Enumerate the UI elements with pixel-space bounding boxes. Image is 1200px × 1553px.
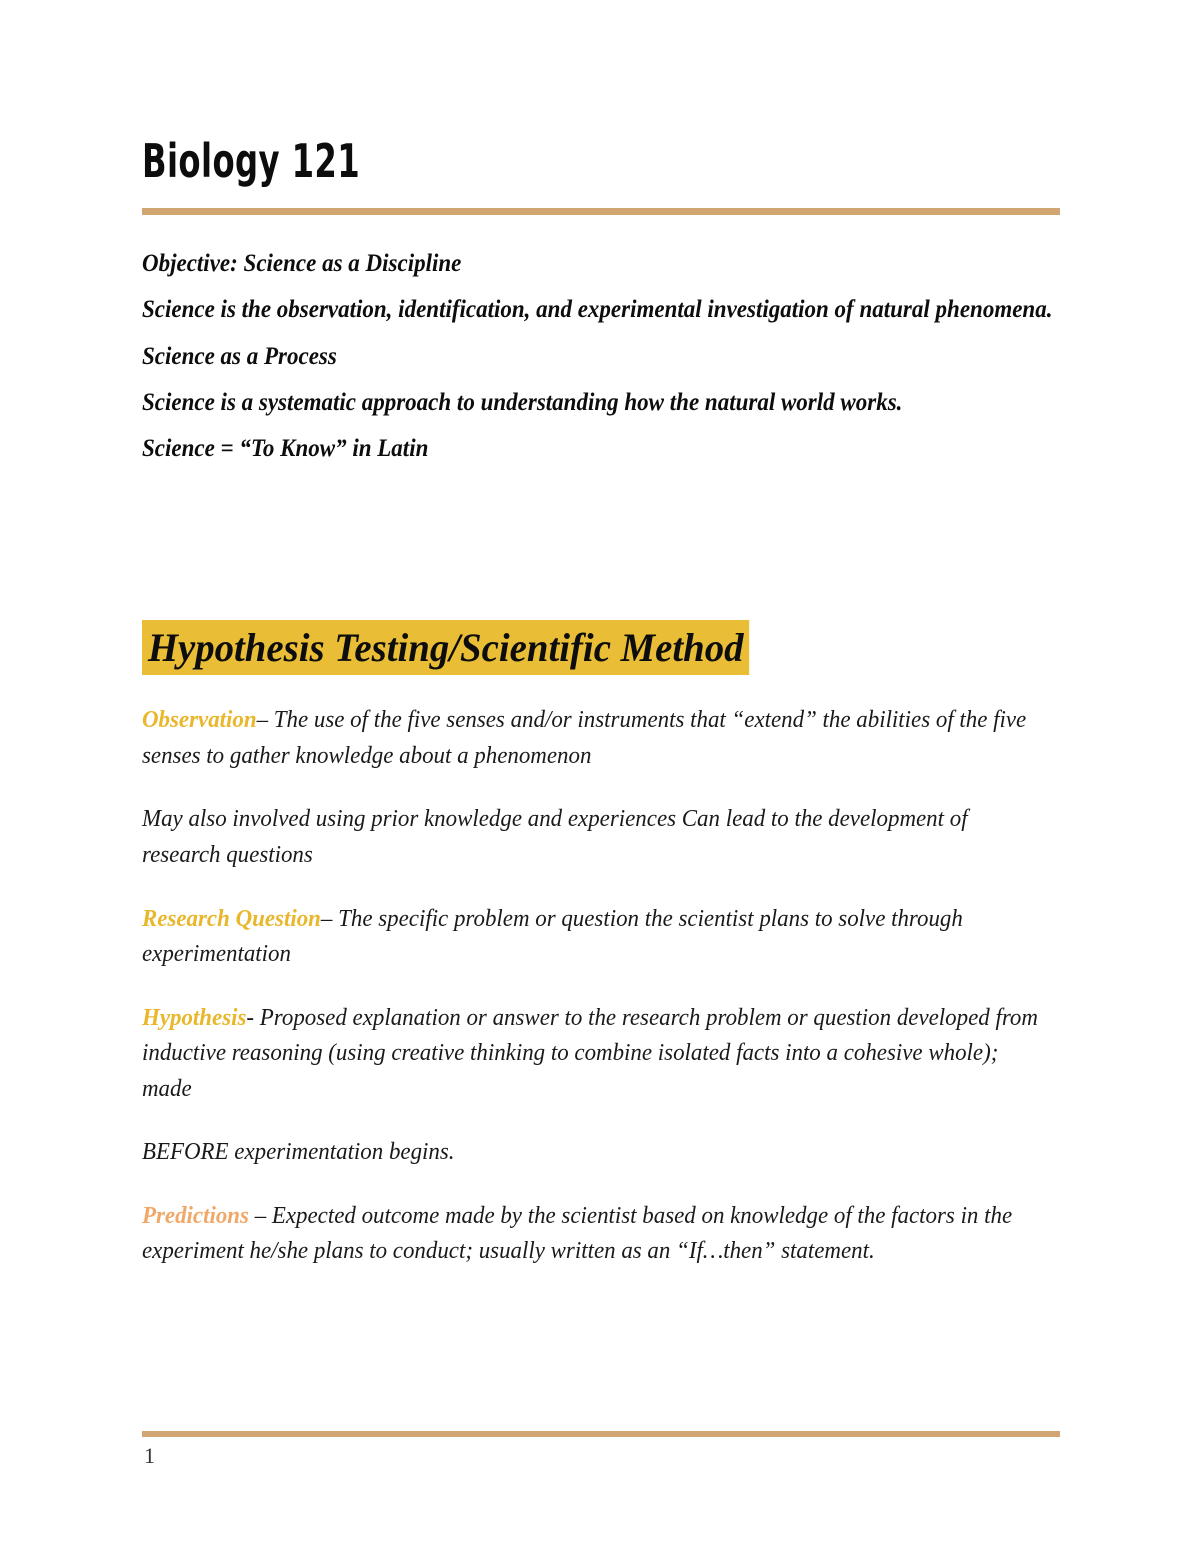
- term-paragraph: [142, 1135, 1047, 1171]
- term-body: May also involved using prior knowledge and experiences Can lead to the development of research questions: [142, 806, 968, 868]
- footer-divider: [142, 1431, 1060, 1437]
- intro-block: [142, 241, 1062, 472]
- page-number: 1: [144, 1443, 155, 1468]
- term-separator: –: [320, 905, 339, 932]
- term-paragraph: [142, 902, 1047, 973]
- term-label: Hypothesis: [142, 1004, 247, 1031]
- term-separator: –: [256, 707, 274, 734]
- page-title: Biology 121: [142, 134, 361, 188]
- term-paragraph: [142, 802, 1047, 873]
- term-body: The specific problem or question the scientist plans to solve through experimentation: [142, 905, 963, 968]
- term-separator: –: [248, 1202, 272, 1229]
- term-paragraph: [142, 703, 1047, 774]
- term-label: Research Question: [142, 905, 321, 932]
- term-paragraph: [142, 1199, 1047, 1270]
- section-heading-wrap: [142, 620, 1062, 675]
- section-heading-highlighted: Hypothesis Testing/Scientific Method: [142, 620, 749, 675]
- term-body: BEFORE experimentation begins.: [142, 1139, 455, 1166]
- term-body: The use of the five senses and/or instruments that “extend” the abilities of the five senses to gather knowledge about a phenomenon: [142, 707, 1027, 769]
- document-content: [142, 0, 1062, 1270]
- term-body: Expected outcome made by the scientist based on knowledge of the factors in the experiment he/she plans to conduct; usually written as an “If…then” statement.: [142, 1202, 1013, 1265]
- term-separator: -: [246, 1004, 260, 1031]
- objective-line: Objective: Science as a Discipline: [142, 250, 462, 277]
- title-divider: [142, 208, 1060, 215]
- term-label: Predictions: [142, 1202, 249, 1229]
- terms-list: [142, 703, 1062, 1269]
- section-spacer: [142, 472, 1062, 620]
- term-body: Proposed explanation or answer to the research problem or question developed from inductive reasoning (using creative thinking to combine isolated facts into a cohesive whole); made: [142, 1004, 1038, 1102]
- science-definition: Science is the observation, identification, and experimental investigation of natural phenomena. Science as a Process: [142, 296, 1053, 370]
- science-latin: Science = “To Know” in Latin: [142, 435, 429, 462]
- science-process: Science is a systematic approach to understanding how the natural world works.: [142, 388, 903, 416]
- term-paragraph: [142, 1001, 1047, 1108]
- term-label: Observation: [142, 707, 257, 734]
